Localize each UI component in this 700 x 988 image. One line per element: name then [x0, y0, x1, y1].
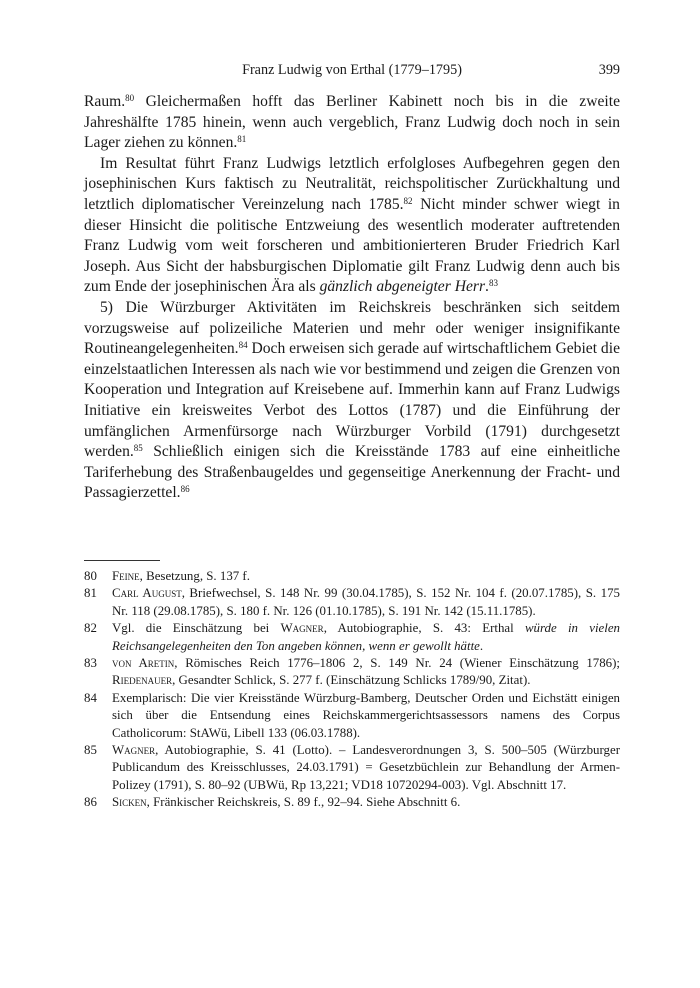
text-run: Gleichermaßen hofft das Berliner Kabinett noch bis in die zweite Jahreshälfte 1785 hinein, wenn auch vergeblich, Franz Ludwig doch noch in sein Lager ziehen zu können. [84, 93, 620, 152]
footnote-text: , Gesandter Schlick, S. 277 f. (Einschätzung Schlicks 1789/90, Zitat). [172, 673, 531, 688]
paragraph [84, 298, 620, 504]
running-title: Franz Ludwig von Erthal (1779–1795) [242, 62, 462, 78]
footnote-82 [84, 620, 620, 655]
footnote-number: 80 [84, 569, 97, 583]
footnote-ref[interactable]: 80 [125, 93, 135, 103]
footnote-ref[interactable]: 85 [133, 443, 143, 454]
text-run: Schließlich einigen sich die Kreisstände 1783 auf eine einheitliche Tariferhebung des Straßenbaugeldes und gegenseitige Anerkennung der Fracht- und Passagierzettel. [84, 443, 620, 502]
footnote-number: 83 [84, 656, 97, 671]
footnote-text: Exemplarisch: Die vier Kreisstände Würzburg-Bamberg, Deutscher Orden und Eichstätt einigen sich über die Entsendung eines Reichskammergerichtsassessors namens des Corpus Catholicorum: StAWü, Libell 133 (06.03.1788). [112, 690, 620, 740]
text-run: Nicht minder schwer wiegt in dieser Hinsicht die politische Entzweiung des wesentlich moderater auftretenden Franz Ludwig vom weit forscheren und ambitionierteren Bruder Friedrich Karl Joseph. Aus Sicht der habsburgischen Diplomatie gilt Franz Ludwig denn auch bis zum Ende der josephinischen Ära als [84, 195, 620, 296]
footnote-ref[interactable]: 84 [238, 340, 248, 351]
paragraph [84, 92, 620, 154]
footnote-83 [84, 655, 620, 690]
footnote-81 [84, 585, 620, 620]
italic-quote: gänzlich abgeneigter Herr [319, 278, 486, 296]
footnote-86 [84, 794, 620, 811]
footnote-ref[interactable]: 81 [237, 134, 247, 145]
footnote-number: 85 [84, 743, 97, 758]
footnote-divider [84, 560, 160, 561]
italic-quote: würde in vielen Reichsangelegenheiten den Ton angeben können, wenn er gewollt hätte [112, 621, 621, 653]
author-name: Feine [112, 569, 140, 583]
text-run: 5) Die Würzburger Aktivitäten im Reichskreis beschränken sich seitdem vorzugsweise auf polizeiliche Materien und mehr oder weniger insignifikante Routineangelegenheiten. [84, 298, 620, 358]
text-run: Raum. [84, 93, 126, 110]
footnote-text: , Fränkischer Reichskreis, S. 89 f., 92–94. Siehe Abschnitt 6. [146, 795, 461, 810]
footnote-text: , Autobiographie, S. 43: Erthal [323, 621, 525, 636]
footnote-number: 81 [84, 586, 97, 601]
page-header [84, 62, 620, 82]
footnote-number: 82 [84, 621, 97, 636]
author-name: Sicken [112, 795, 147, 810]
footnote-84 [84, 690, 620, 742]
footnote-text: , Autobiographie, S. 41 (Lotto). – Landesverordnungen 3, S. 500–505 (Würzburger Publicandum des Kreisschlusses, 24.03.1791) = Gesetzbüchlein zur Behandlung der Armen-Polizey (1791), S. 80–92 (UBWü, Rp 13,221; VD18 10720294-003). Vgl. Abschnitt 17. [112, 743, 620, 792]
author-name: Wagner [112, 743, 156, 758]
footnote-85 [84, 742, 620, 794]
footnote-text: . [479, 638, 484, 653]
author-name: Wagner [280, 621, 324, 636]
author-name: Riedenauer [112, 673, 173, 688]
footnote-text: , Römisches Reich 1776–1806 2, S. 149 Nr. 24 (Wiener Einschätzung 1786); [174, 656, 620, 671]
author-name: Carl August [112, 586, 182, 601]
footnote-number: 84 [84, 690, 97, 705]
footnote-text: Vgl. die Einschätzung bei [112, 621, 281, 636]
footnotes [84, 568, 620, 812]
footnote-number: 86 [84, 795, 97, 810]
text-run: Doch erweisen sich gerade auf wirtschaftlichem Gebiet die einzelstaatlichen Interessen als nach wie vor bestimmend und zeigen die Grenzen von Kooperation und Integration auf Kreisebene auf. Immerhin kann auf Franz Ludwigs Initiative ein kreisweites Verbot des Lottos (1787) und die Einführung der umfänglichen Armenfürsorge nach Würzburger Vorbild (1791) durchgesetzt werden. [84, 340, 620, 461]
author-name: von Aretin [112, 656, 175, 671]
text-run: . [485, 278, 489, 296]
footnote-text: , Briefwechsel, S. 148 Nr. 99 (30.04.1785), S. 152 Nr. 104 f. (20.07.1785), S. 175 Nr. 118 (29.08.1785), S. 180 f. Nr. 126 (01.10.1785), S. 191 Nr. 142 (15.11.1785). [112, 586, 620, 618]
page-number: 399 [598, 62, 620, 78]
footnote-text: , Besetzung, S. 137 f. [139, 569, 250, 583]
footnote-ref[interactable]: 86 [180, 484, 190, 495]
main-text [84, 92, 620, 504]
footnote-80 [84, 568, 620, 585]
footnote-ref[interactable]: 82 [403, 195, 413, 206]
footnote-ref[interactable]: 83 [488, 278, 498, 289]
paragraph [84, 154, 620, 298]
text-run: Im Resultat führt Franz Ludwigs letztlich erfolgloses Aufbegehren gegen den josephinischen Kurs faktisch zu Neutralität, reichspolitischer Zurückhaltung und letztlich diplomatischer Vereinzelung nach 1785. [84, 154, 620, 213]
